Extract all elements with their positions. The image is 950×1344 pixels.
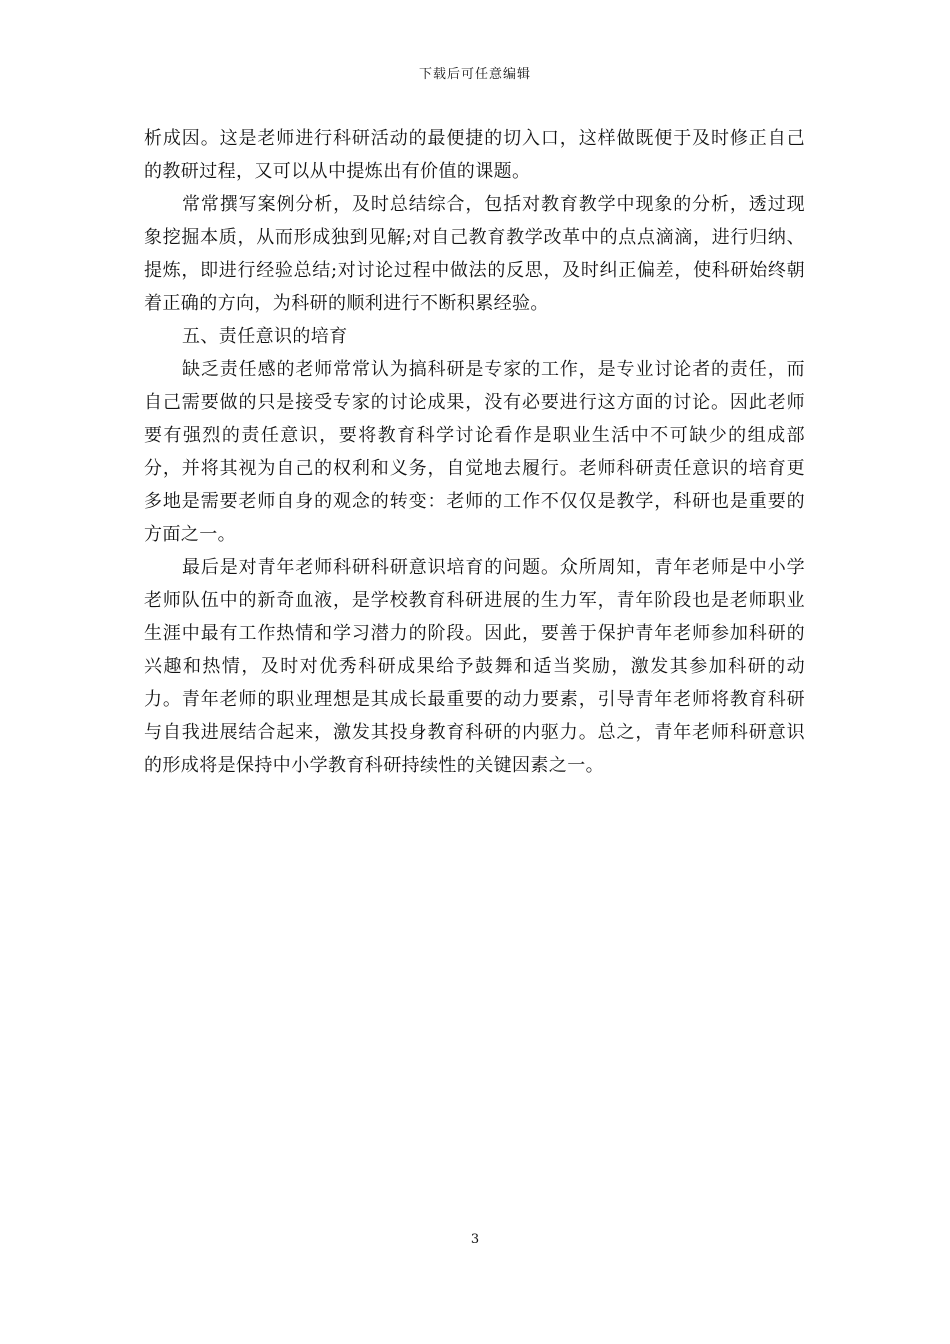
page-header: 下载后可任意编辑 — [418, 67, 531, 82]
paragraph-continuation: 析成因。这是老师进行科研活动的最便捷的切入口，这样做既便于及时修正自己的教研过程，又可以从中提炼出有价值的课题。 — [144, 128, 805, 182]
page-number: 3 — [470, 1232, 480, 1247]
paragraph-young-teachers: 最后是对青年老师科研科研意识培育的问题。众所周知，青年老师是中小学老师队伍中的新奇血液，是学校教育科研进展的生力军，青年阶段也是老师职业生涯中最有工作热情和学习潜力的阶段。因此，要善于保护青年老师参加科研的兴趣和热情，及时对优秀科研成果给予鼓舞和适当奖励，激发其参加科研的动力。青年老师的职业理想是其成长最重要的动力要素，引导青年老师将教育科研与自我进展结合起来，激发其投身教育科研的内驱力。总之，青年老师科研意识的形成将是保持中小学教育科研持续性的关键因素之一。 — [144, 557, 805, 776]
paragraph-responsibility: 缺乏责任感的老师常常认为搞科研是专家的工作，是专业讨论者的责任，而自己需要做的只是接受专家的讨论成果，没有必要进行这方面的讨论。因此老师要有强烈的责任意识，要将教育科学讨论看作是职业生活中不可缺少的组成部分，并将其视为自己的权利和义务，自觉地去履行。老师科研责任意识的培育更多地是需要老师自身的观念的转变：老师的工作不仅仅是教学，科研也是重要的方面之一。 — [144, 359, 805, 545]
paragraph-case-analysis: 常常撰写案例分析，及时总结综合，包括对教育教学中现象的分析，透过现象挖掘本质，从而形成独到见解;对自己教育教学改革中的点点滴滴，进行归纳、提炼，即进行经验总结;对讨论过程中做法的反思，及时纠正偏差，使科研始终朝着正确的方向，为科研的顺利进行不断积累经验。 — [144, 194, 805, 314]
section-heading: 五、责任意识的培育 — [182, 326, 348, 347]
document-body — [144, 122, 805, 782]
